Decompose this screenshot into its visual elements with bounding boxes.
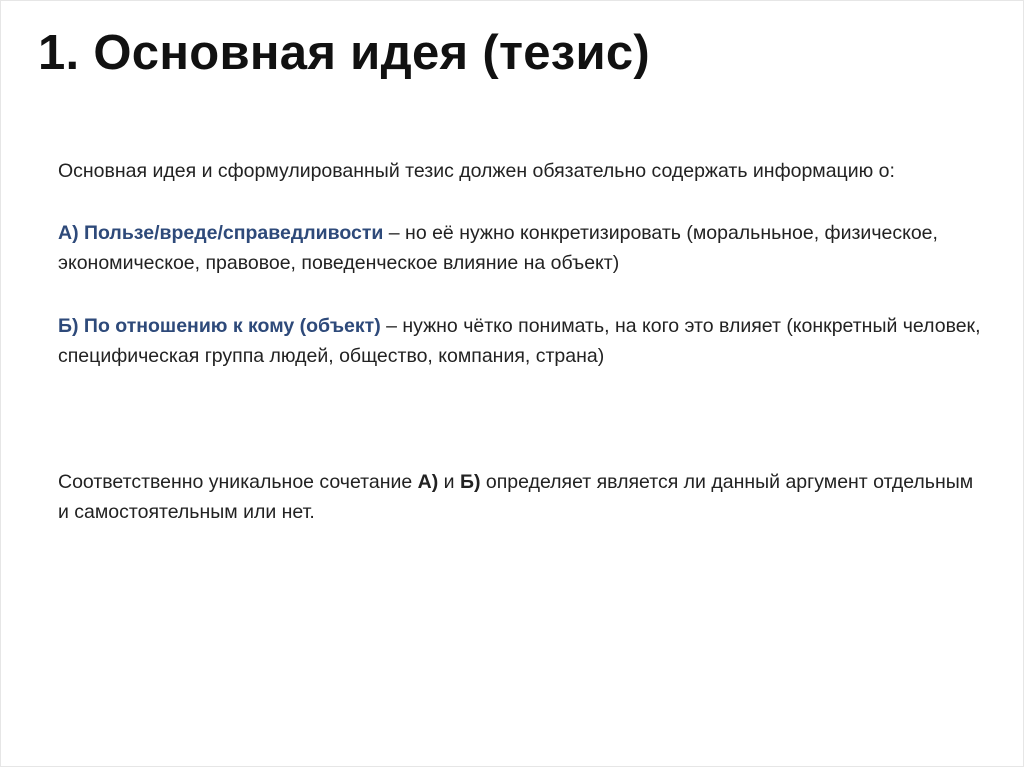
spacer xyxy=(58,186,988,218)
point-b-text: – нужно чётко понимать, на кого это влияет (конкретный человек, специфическая группа людей, общество, компания, страна) xyxy=(58,315,981,367)
intro-paragraph: Основная идея и сформулированный тезис должен обязательно содержать информацию о: xyxy=(58,160,895,182)
conclusion-ref-b: Б) xyxy=(459,471,481,493)
conclusion-text-1: Соответственно уникальное сочетание xyxy=(58,471,418,493)
point-b-paragraph xyxy=(58,311,988,371)
conclusion-ref-a: А) xyxy=(417,471,439,493)
spacer xyxy=(58,278,988,311)
slide-body xyxy=(58,156,988,527)
point-b-label: Б) По отношению к кому (объект) xyxy=(58,315,381,337)
conclusion-text-2: и xyxy=(438,471,460,493)
slide-title: 1. Основная идея (тезис) xyxy=(38,26,651,80)
conclusion-text-3: определяет является ли данный аргумент отдельным и самостоятельным или нет. xyxy=(58,471,974,523)
point-a-text: – но её нужно конкретизировать (моральньное, физическое, экономическое, правовое, поведенческое влияние на объект) xyxy=(58,222,938,274)
conclusion-paragraph xyxy=(58,467,988,527)
point-a-label: А) Пользе/вреде/справедливости xyxy=(58,222,384,244)
spacer xyxy=(58,371,988,467)
point-a-paragraph xyxy=(58,218,988,278)
